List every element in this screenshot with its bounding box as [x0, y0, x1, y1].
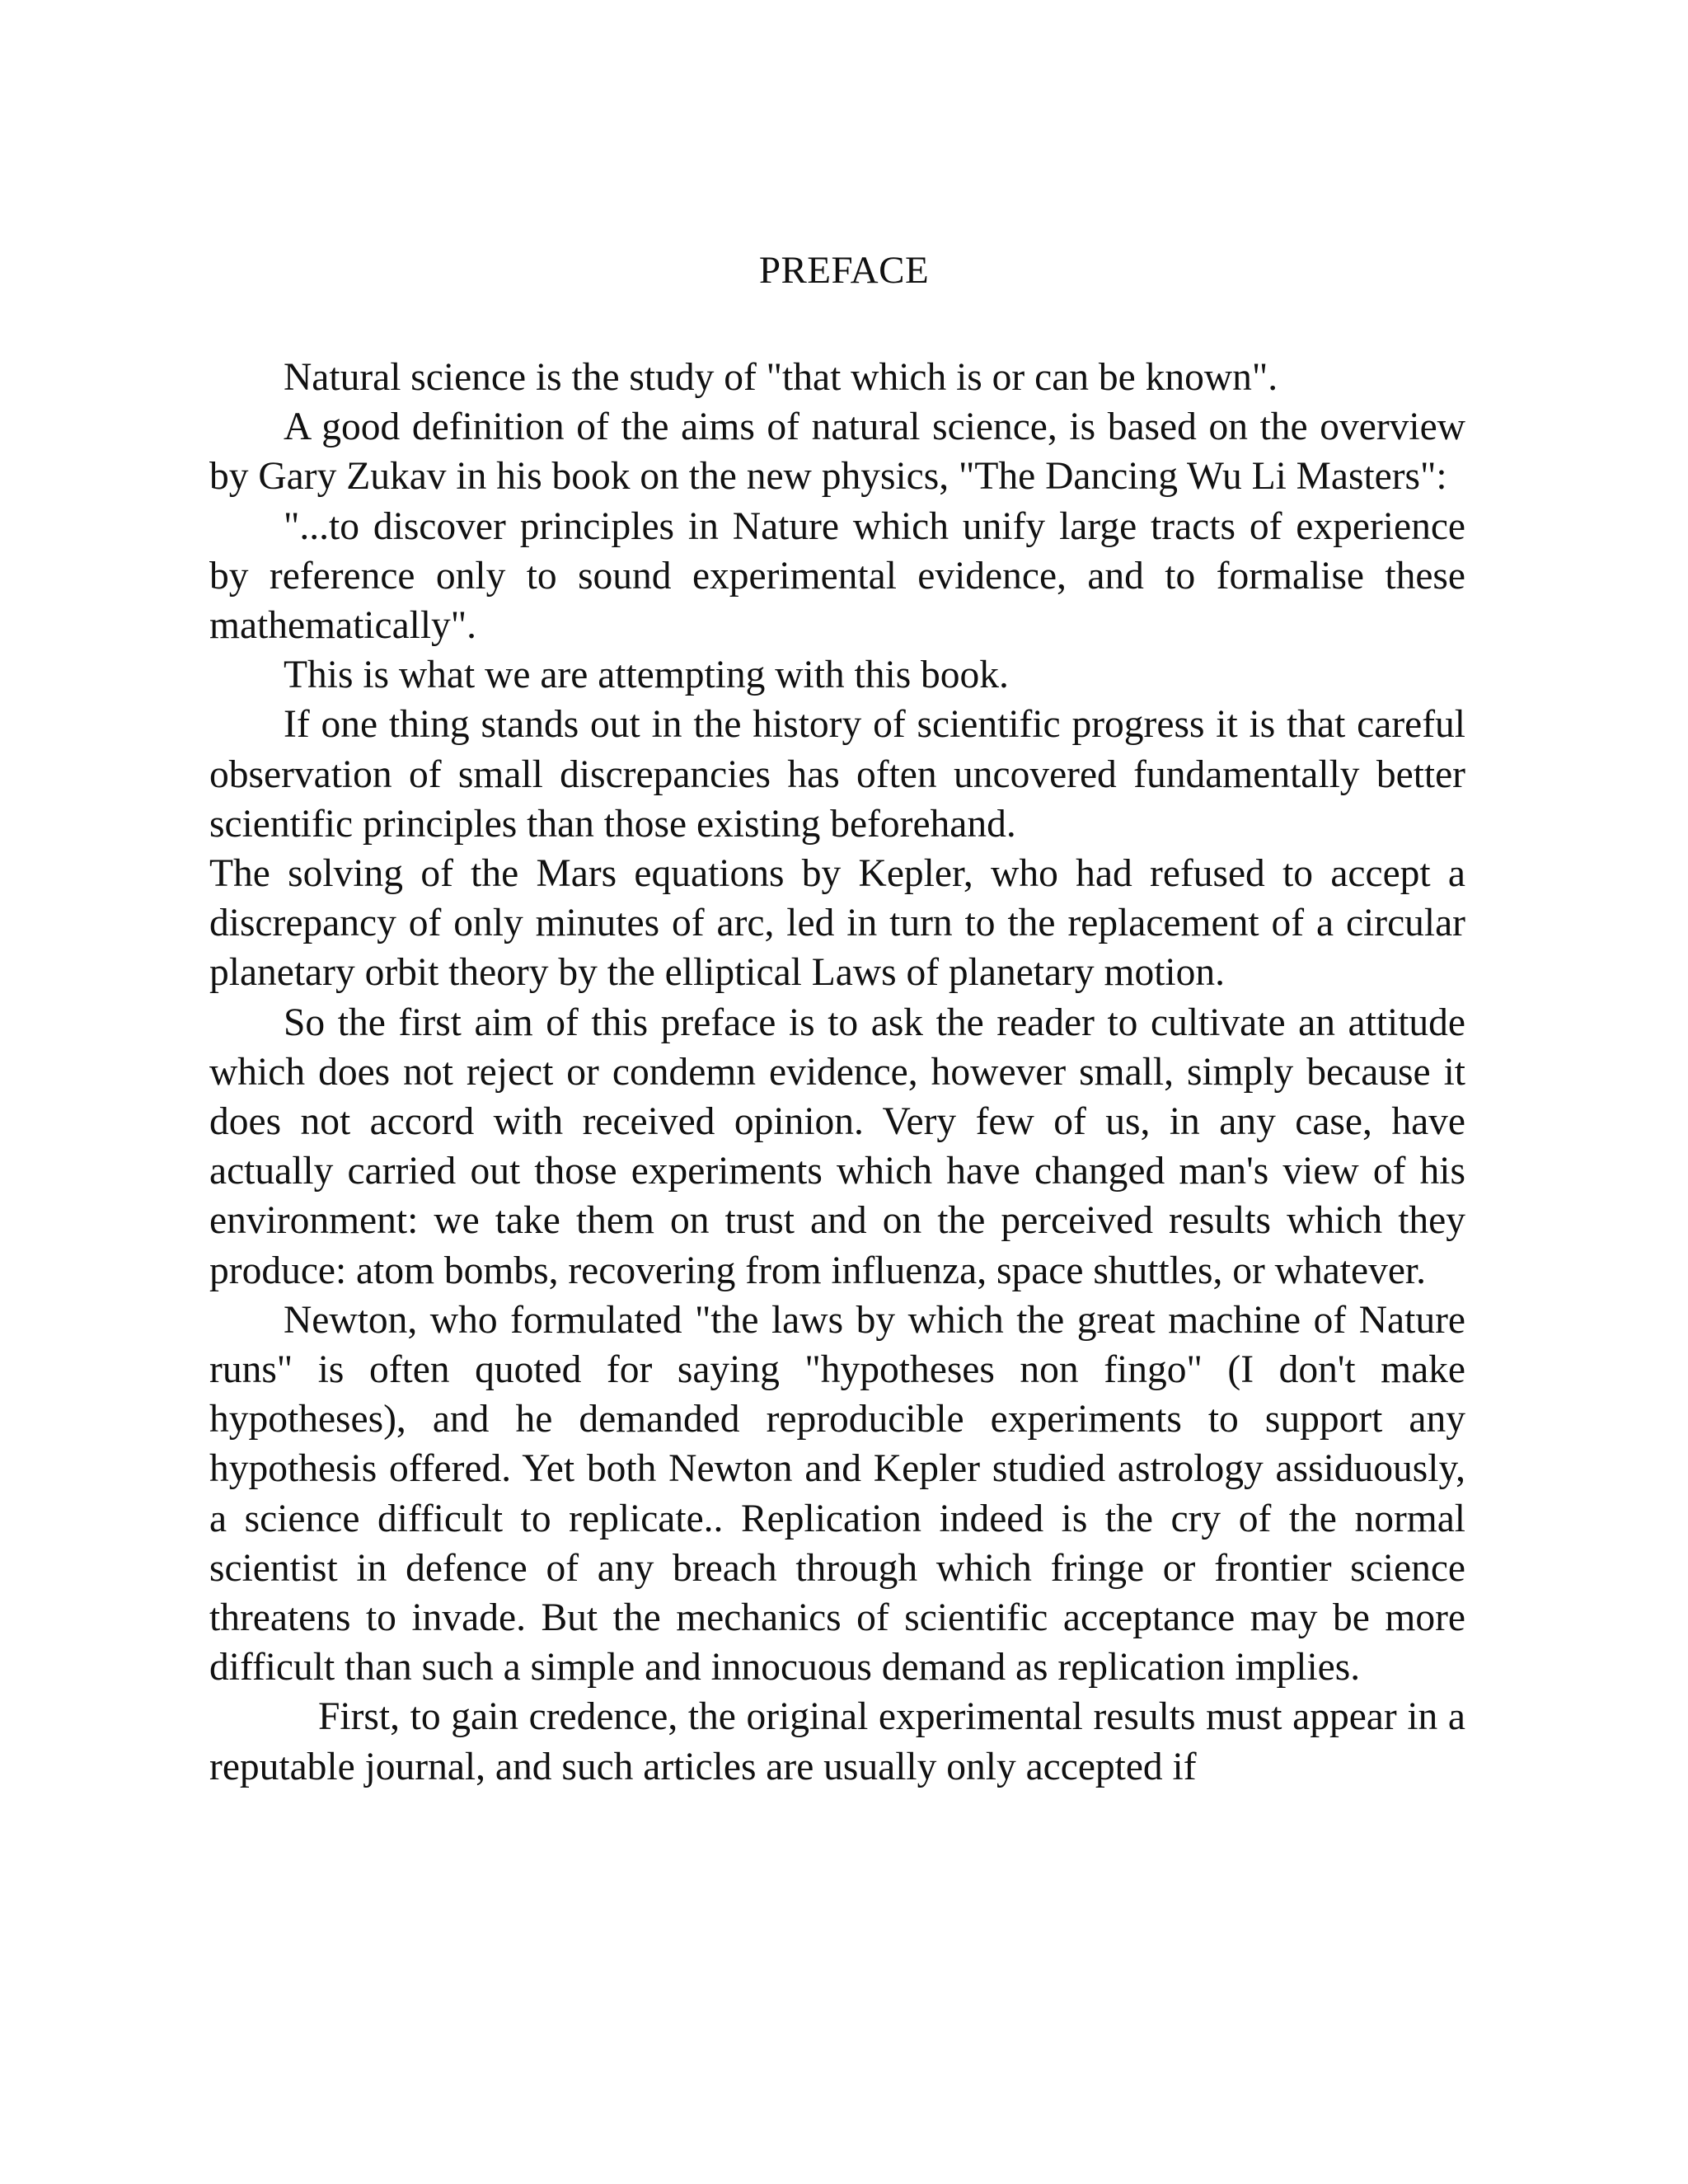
paragraph-9: First, to gain credence, the original experimental results must appear in a reputable journal, and such articles are usually only accepted if [209, 1695, 1465, 1788]
page-title: PREFACE [758, 249, 930, 292]
paragraph-6: The solving of the Mars equations by Kepler, who had refused to accept a discrepancy of only minutes of arc, led in turn to the replacement of a circular planetary orbit theory by the elliptical Laws of planetary motion. [209, 852, 1465, 995]
preface-body [209, 353, 1465, 1792]
paragraph-4: This is what we are attempting with this book. [284, 654, 1009, 697]
paragraph-2: A good definition of the aims of natural science, is based on the overview by Gary Zukav in his book on the new physics, "The Dancing Wu Li Masters": [209, 405, 1465, 499]
paragraph-1: Natural science is the study of "that which is or can be known". [284, 356, 1278, 399]
paragraph-8: Newton, who formulated "the laws by which the great machine of Nature runs" is often quoted for saying "hypotheses non fingo" (I don't make hypotheses), and he demanded reproducible experiments to support any hypothesis offered. Yet both Newton and Kepler studied astrology assiduously, a science difficult to replicate.. Replication indeed is the cry of the normal scientist in defence of any breach through which fringe or frontier science threatens to invade. But the mechanics of scientific acceptance may be more difficult than such a simple and innocuous demand as replication implies. [209, 1298, 1465, 1690]
paragraph-7: So the first aim of this preface is to ask the reader to cultivate an attitude which does not reject or condemn evidence, however small, simply because it does not accord with received opinion. Very few of us, in any case, have actually carried out those experiments which have changed man's view of his environment: we take them on trust and on the perceived results which they produce: atom bombs, recovering from influenza, space shuttles, or whatever. [209, 1001, 1465, 1292]
paragraph-5: If one thing stands out in the history of scientific progress it is that careful observation of small discrepancies has often uncovered fundamentally better scientific principles than those existing beforehand. [209, 703, 1465, 846]
paragraph-3: "...to discover principles in Nature which unify large tracts of experience by reference only to sound experimental evidence, and to formalise these mathematically". [209, 504, 1465, 648]
